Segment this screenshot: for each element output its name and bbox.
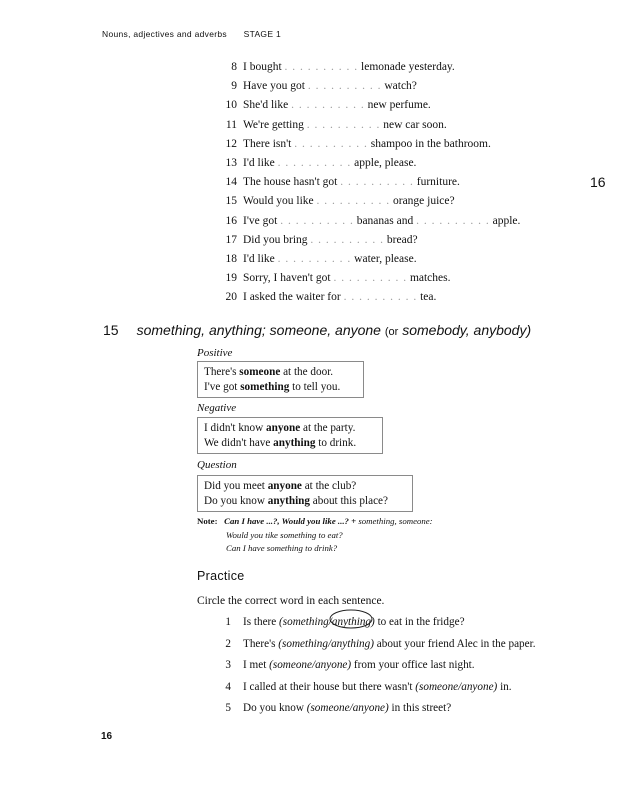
blank: . . . . . . . . . .	[340, 176, 414, 189]
exercise-text: apple, please.	[354, 157, 417, 170]
exercise-item-number: 14	[225, 176, 237, 189]
exercise-text: The house hasn't got	[243, 176, 338, 189]
note-suffix: something, someone:	[358, 516, 433, 526]
exercise-list	[220, 58, 520, 308]
exercise-item-number: 8	[231, 61, 237, 73]
exercise-text: matches.	[409, 272, 451, 285]
negative-line: I didn't know anyone at the party.	[204, 422, 356, 434]
note-example: Would you tike something to eat?	[226, 529, 343, 540]
section-heading	[103, 322, 531, 338]
exercise-item	[220, 269, 520, 288]
exercise-text: I asked the waiter for	[243, 291, 341, 304]
section-number: 15	[103, 322, 119, 338]
exercise-item	[220, 231, 520, 250]
exercise-text: shampoo in the bathroom.	[370, 137, 491, 150]
exercise-text: lemonade yesterday.	[361, 61, 455, 73]
exercise-item-number: 19	[225, 272, 237, 285]
note-text: Can I have ...?, Would you like ...? +	[224, 516, 357, 526]
blank: . . . . . . . . . .	[280, 214, 354, 227]
practice-instruction: Circle the correct word in each sentence.	[197, 595, 385, 607]
exercise-item	[220, 173, 520, 192]
exercise-text: apple.	[492, 214, 521, 227]
side-page-number: 16	[590, 174, 606, 190]
circled-answer: anything)	[332, 612, 375, 634]
exercise-item-number: 13	[225, 157, 237, 170]
blank: . . . . . . . . . .	[294, 137, 368, 150]
exercise-text: Did you bring	[243, 233, 308, 246]
exercise-text: I'd like	[243, 157, 275, 170]
question-box	[197, 475, 413, 512]
blank: . . . . . . . . . .	[277, 157, 352, 170]
page-number: 16	[101, 731, 113, 742]
section-or: (or	[384, 326, 399, 338]
note-example: Can I have something to drink?	[226, 543, 338, 553]
exercise-item-number: 15	[225, 195, 237, 208]
exercise-text: She'd like	[243, 99, 289, 112]
practice-item: 1 Is there (something/ anything) to eat in the fridge?	[219, 612, 536, 634]
negative-box	[197, 417, 383, 454]
exercise-text: bread?	[386, 233, 418, 246]
answer-circle-icon	[328, 609, 376, 631]
exercise-item-number: 17	[225, 233, 237, 246]
running-head	[102, 29, 295, 39]
exercise-item-number: 10	[225, 99, 237, 112]
note	[197, 515, 433, 556]
blank: . . . . . . . . . .	[310, 233, 385, 246]
practice-title: Practice	[197, 569, 245, 583]
exercise-item	[220, 77, 520, 96]
note-line	[197, 515, 433, 529]
practice-item: 2 There's (something/anything) about your friend Alec in the paper.	[225, 637, 536, 650]
practice-list	[219, 612, 536, 720]
exercise-text: water, please.	[354, 253, 417, 266]
exercise-item	[220, 250, 520, 269]
exercise-item-number: 18	[225, 253, 237, 266]
blank: . . . . . . . . . .	[316, 195, 391, 208]
blank: . . . . . . . . . .	[284, 61, 359, 73]
exercise-text: Have you got	[243, 80, 305, 93]
negative-line: We didn't have anything to drink.	[204, 436, 357, 449]
blank: . . . . . . . . . .	[307, 80, 382, 93]
exercise-text: bananas and	[356, 214, 414, 227]
exercise-item	[220, 96, 520, 115]
positive-line: I've got something to tell you.	[204, 380, 341, 393]
blank: . . . . . . . . . .	[416, 214, 490, 227]
exercise-item-number: 20	[225, 291, 237, 304]
exercise-text: Sorry, I haven't got	[243, 272, 331, 285]
section-title: something, anything; someone, anyone	[136, 322, 381, 338]
practice-item: 3 I met (someone/anyone) from your office last night.	[225, 659, 475, 671]
exercise-item	[220, 58, 520, 77]
blank: . . . . . . . . . .	[343, 291, 418, 304]
exercise-text: We're getting	[243, 118, 304, 131]
exercise-text: I'd like	[243, 253, 275, 266]
exercise-item-number: 16	[225, 214, 237, 227]
positive-line: There's someone at the door.	[204, 366, 334, 378]
question-label: Question	[197, 459, 237, 471]
blank: . . . . . . . . . .	[306, 118, 381, 131]
question-line: Did you meet anyone at the club?	[204, 480, 357, 492]
exercise-text: There isn't	[243, 137, 292, 150]
blank: . . . . . . . . . .	[291, 99, 365, 112]
positive-label: Positive	[197, 347, 233, 359]
negative-label: Negative	[197, 402, 237, 414]
exercise-item	[220, 154, 520, 173]
question-line: Do you know anything about this place?	[204, 494, 388, 507]
exercise-text: orange juice?	[393, 195, 455, 208]
practice-item: 5 Do you know (someone/anyone) in this street?	[225, 702, 452, 714]
exercise-item	[220, 288, 520, 307]
blank: . . . . . . . . . .	[333, 272, 408, 285]
exercise-text: furniture.	[416, 176, 460, 189]
exercise-item	[220, 212, 520, 231]
exercise-item-number: 11	[225, 118, 237, 131]
exercise-item	[220, 116, 520, 135]
practice-item: 4 I called at their house but there wasn't (someone/anyone) in.	[225, 680, 512, 693]
running-head-stage: STAGE 1	[243, 29, 281, 39]
exercise-item-number: 12	[225, 137, 237, 150]
exercise-text: new perfume.	[367, 99, 431, 112]
exercise-text: new car soon.	[383, 118, 447, 131]
running-head-title: Nouns, adjectives and adverbs	[102, 29, 227, 39]
exercise-item	[220, 192, 520, 211]
positive-box	[197, 361, 364, 398]
exercise-text: Would you like	[243, 195, 314, 208]
note-label: Note:	[197, 516, 218, 526]
exercise-item	[220, 135, 520, 154]
exercise-text: I bought	[243, 61, 282, 73]
section-alt: somebody, anybody)	[402, 322, 532, 338]
exercise-text: tea.	[420, 291, 437, 304]
blank: . . . . . . . . . .	[277, 253, 352, 266]
exercise-item-number: 9	[231, 80, 237, 93]
exercise-text: watch?	[384, 80, 417, 93]
exercise-text: I've got	[243, 214, 278, 227]
